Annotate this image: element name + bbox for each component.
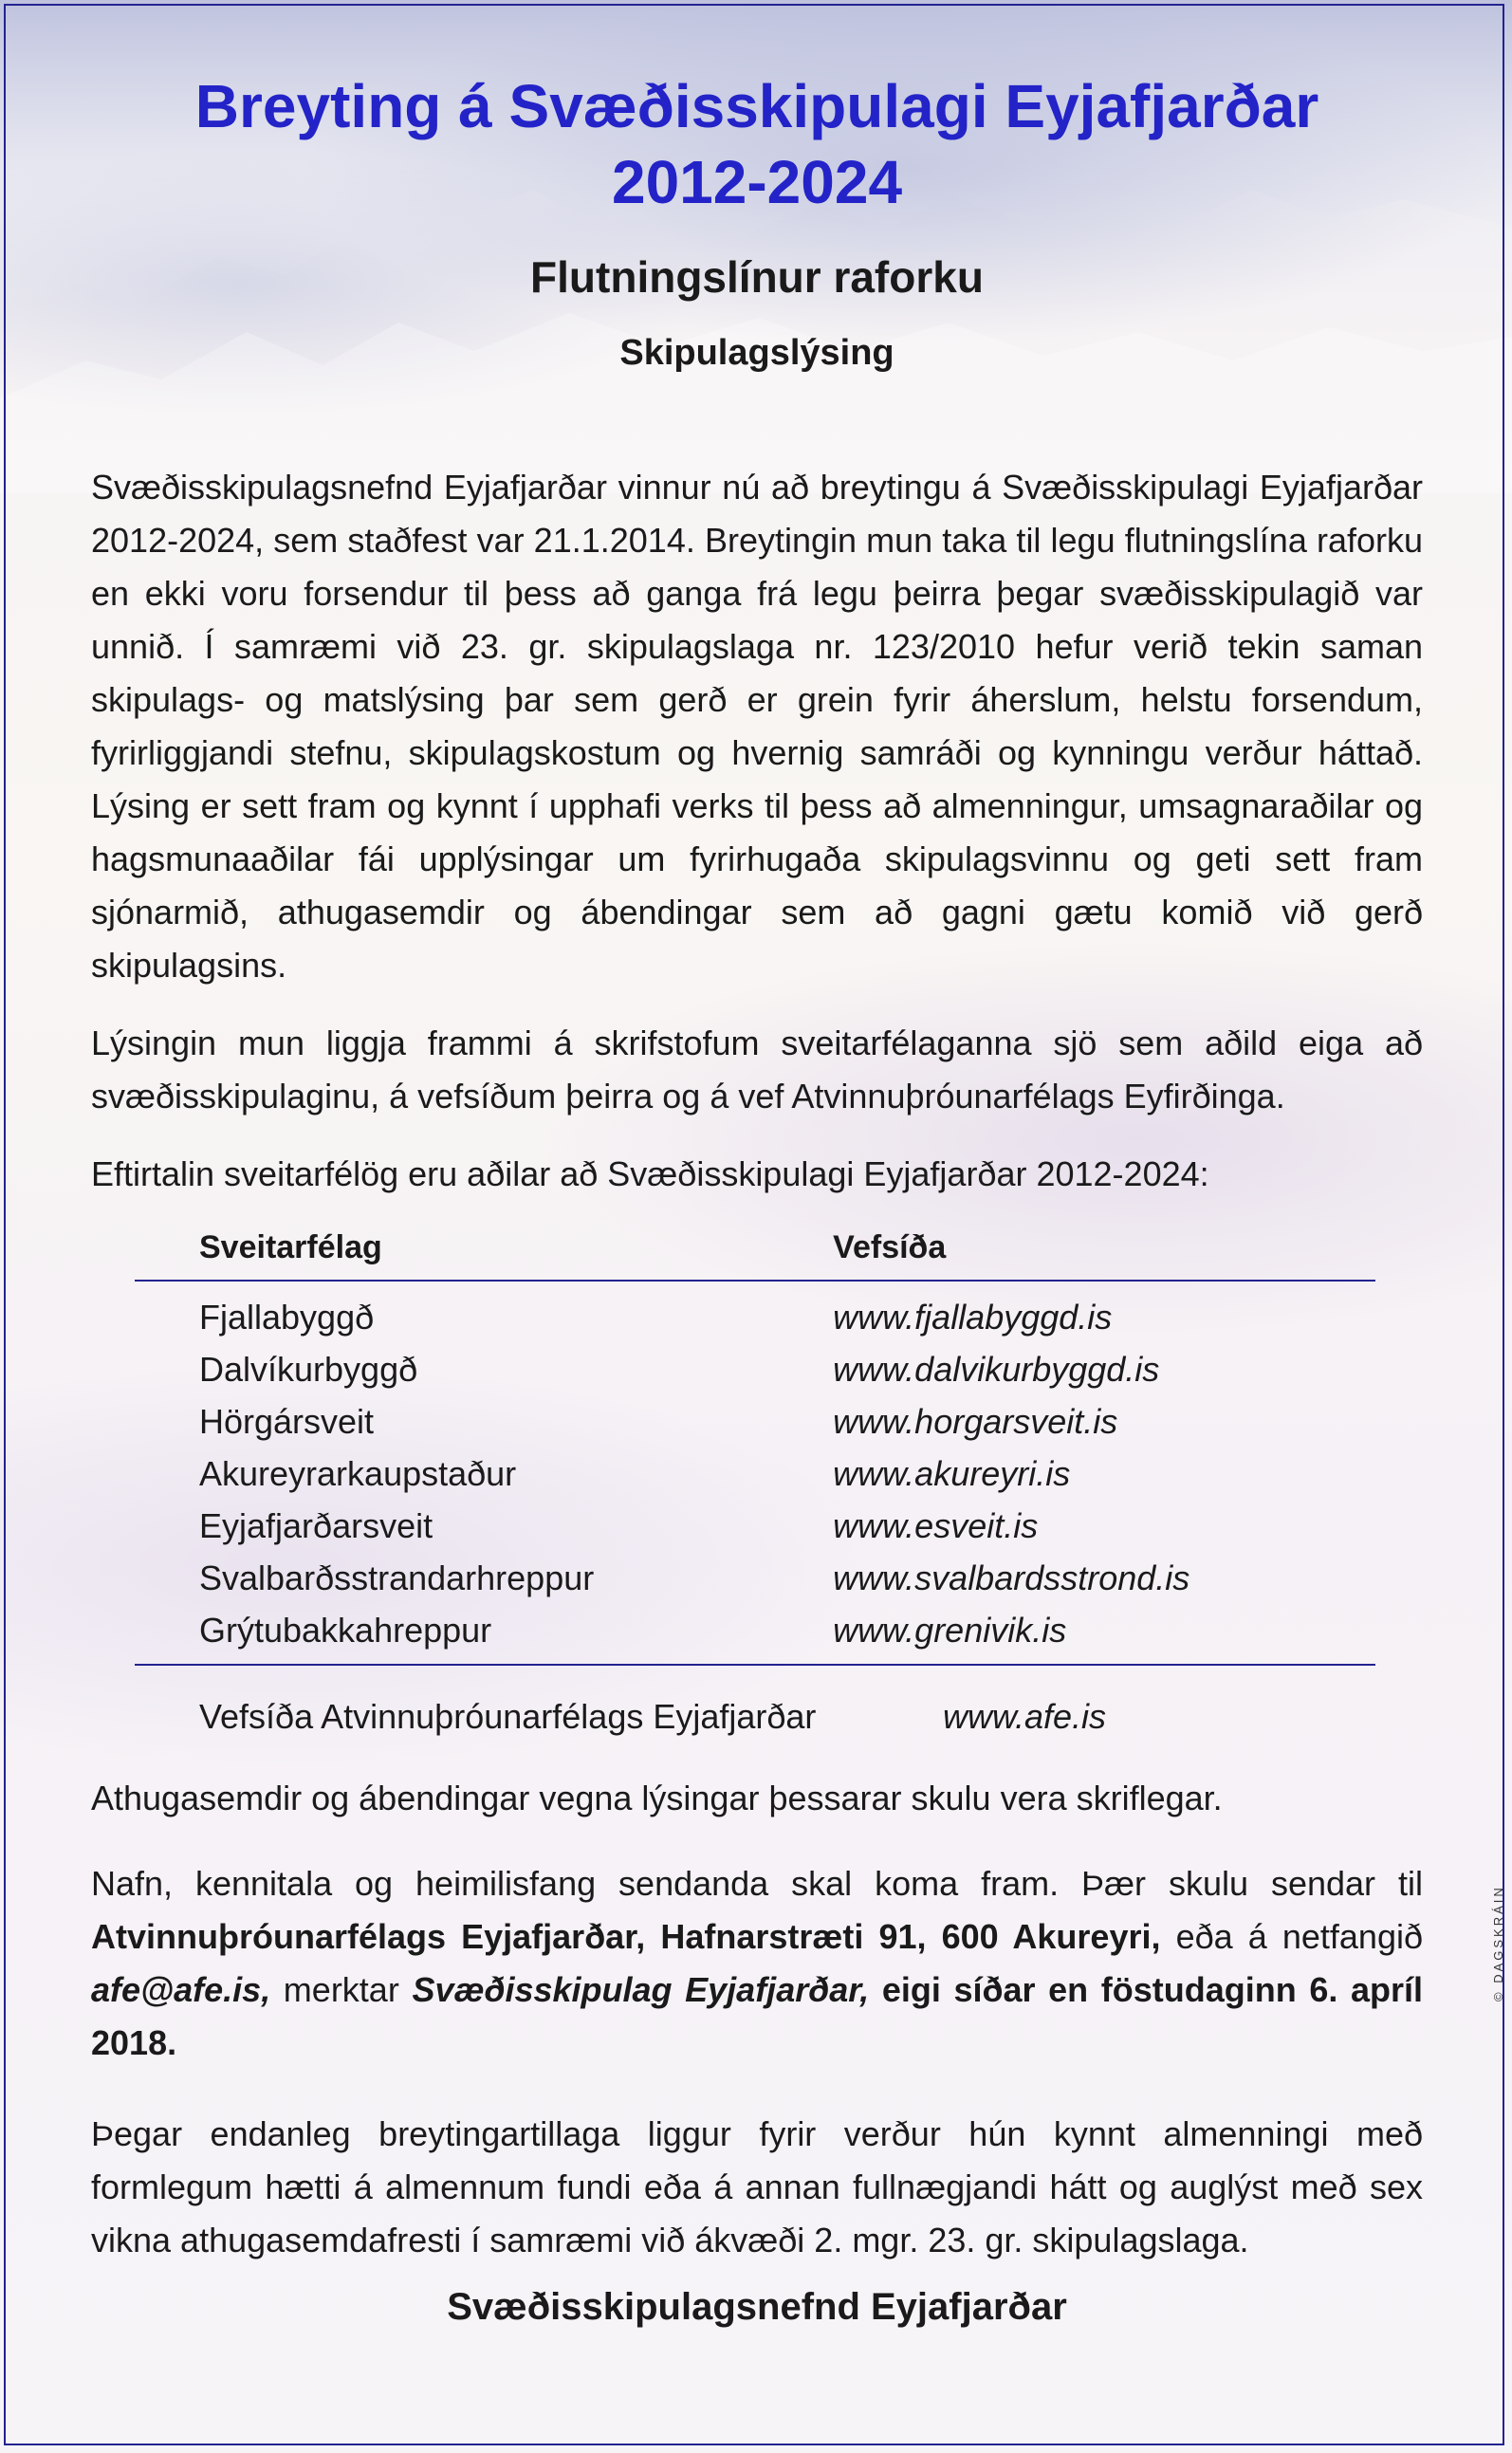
municipality-website[interactable]: www.fjallabyggd.is bbox=[833, 1298, 1113, 1337]
submission-text-3: merktar bbox=[270, 1970, 413, 2009]
municipality-website[interactable]: www.dalvikurbyggd.is bbox=[833, 1350, 1160, 1389]
table-row bbox=[135, 1604, 1375, 1665]
title-line-2: 2012-2024 bbox=[611, 148, 903, 216]
photo-credit: © DAGSKRÁIN bbox=[1491, 1885, 1505, 2001]
municipality-website[interactable]: www.akureyri.is bbox=[833, 1454, 1071, 1493]
submission-address: Atvinnuþróunarfélags Eyjafjarðar, Hafnarstræti 91, 600 Akureyri, bbox=[91, 1917, 1161, 1956]
afe-website-link[interactable]: www.afe.is bbox=[943, 1697, 1107, 1736]
table-row bbox=[135, 1395, 1375, 1448]
municipality-name: Dalvíkurbyggð bbox=[199, 1350, 418, 1389]
page-title bbox=[91, 68, 1423, 220]
municipality-table bbox=[135, 1220, 1375, 1666]
municipality-website[interactable]: www.horgarsveit.is bbox=[833, 1402, 1118, 1441]
subtitle: Flutningslínur raforku bbox=[530, 252, 984, 302]
submission-text-1: Nafn, kennitala og heimilisfang sendanda skal koma fram. Þær skulu sendar til bbox=[91, 1864, 1423, 1903]
municipality-website[interactable]: www.grenivik.is bbox=[833, 1604, 1375, 1665]
submission-marking: Svæðisskipulag Eyjafjarðar, bbox=[412, 1970, 870, 2009]
table-row bbox=[135, 1448, 1375, 1500]
closing-paragraph: Þegar endanleg breytingartillaga liggur fyrir verður hún kynnt almenningi með formlegum hætti á almennum fundi eða á annan fullnægjandi hátt og auglýst með sex vikna athugasemdafresti í samræmi við ákvæði 2. mgr. 23. gr. skipulagslaga. bbox=[91, 2114, 1423, 2259]
municipality-website[interactable]: www.esveit.is bbox=[833, 1506, 1039, 1545]
submission-text-2: eða á netfangið bbox=[1160, 1917, 1423, 1956]
submission-deadline: eigi síðar en föstudaginn 6. apríl 2018. bbox=[91, 1970, 1423, 2062]
municipality-name: Eyjafjarðarsveit bbox=[199, 1506, 433, 1545]
municipality-name: Svalbarðsstrandarhreppur bbox=[199, 1558, 595, 1597]
afe-website-row bbox=[199, 1690, 1423, 1743]
municipality-website[interactable]: www.svalbardsstrond.is bbox=[833, 1558, 1190, 1597]
written-comments-notice: Athugasemdir og ábendingar vegna lýsingar þessarar skulu vera skriflegar. bbox=[91, 1779, 1223, 1817]
submission-email[interactable]: afe@afe.is, bbox=[91, 1970, 271, 2009]
afe-website-label: Vefsíða Atvinnuþróunarfélags Eyjafjarðar bbox=[199, 1697, 817, 1736]
list-intro: Eftirtalin sveitarfélög eru aðilar að Svæðisskipulagi Eyjafjarðar 2012-2024: bbox=[91, 1154, 1209, 1193]
table-row bbox=[135, 1500, 1375, 1552]
municipality-name: Hörgársveit bbox=[199, 1402, 375, 1441]
table-row bbox=[135, 1552, 1375, 1604]
announcement bbox=[91, 68, 1423, 2333]
table-row bbox=[135, 1343, 1375, 1395]
municipality-name: Akureyrarkaupstaður bbox=[199, 1454, 517, 1493]
table-header-row bbox=[135, 1220, 1375, 1281]
title-line-1: Breyting á Svæðisskipulagi Eyjafjarðar bbox=[194, 72, 1319, 140]
submission-paragraph bbox=[91, 1857, 1423, 2070]
document-type: Skipulagslýsing bbox=[619, 333, 894, 373]
intro-paragraph: Svæðisskipulagsnefnd Eyjafjarðar vinnur nú að breytingu á Svæðisskipulagi Eyjafjarðar 2012-2024, sem staðfest var 21.1.2014. Breytingin mun taka til legu flutningslína raforku en ekki voru forsendur til þess að ganga frá legu þeirra þegar svæðisskipulagið var unnið. Í samræmi við 23. gr. skipulagslaga nr. 123/2010 hefur verið tekin saman skipulags- og matslýsing þar sem gerð er grein fyrir áherslum, helstu forsendum, fyrirliggjandi stefnu, skipulagskostum og hvernig samráði og kynningu verður háttað. Lýsing er sett fram og kynnt í upphafi verks til þess að almenningur, umsagnaraðilar og hagsmunaaðilar fái upplýsingar um fyrirhugaða skipulagsvinnu og geti sett fram sjónarmið, athugasemdir og ábendingar sem að gagni gætu komið við gerð skipulagsins. bbox=[91, 468, 1423, 985]
column-header-website: Vefsíða bbox=[833, 1220, 1375, 1281]
availability-paragraph: Lýsingin mun liggja frammi á skrifstofum sveitarfélaganna sjö sem aðild eiga að svæðisskipulaginu, á vefsíðum þeirra og á vef Atvinnuþróunarfélags Eyfirðinga. bbox=[91, 1024, 1423, 1116]
column-header-municipality: Sveitarfélag bbox=[135, 1220, 833, 1281]
table-row bbox=[135, 1281, 1375, 1343]
signature: Svæðisskipulagsnefnd Eyjafjarðar bbox=[447, 2286, 1067, 2328]
municipality-name: Grýtubakkahreppur bbox=[135, 1604, 833, 1665]
municipality-name: Fjallabyggð bbox=[199, 1298, 375, 1337]
